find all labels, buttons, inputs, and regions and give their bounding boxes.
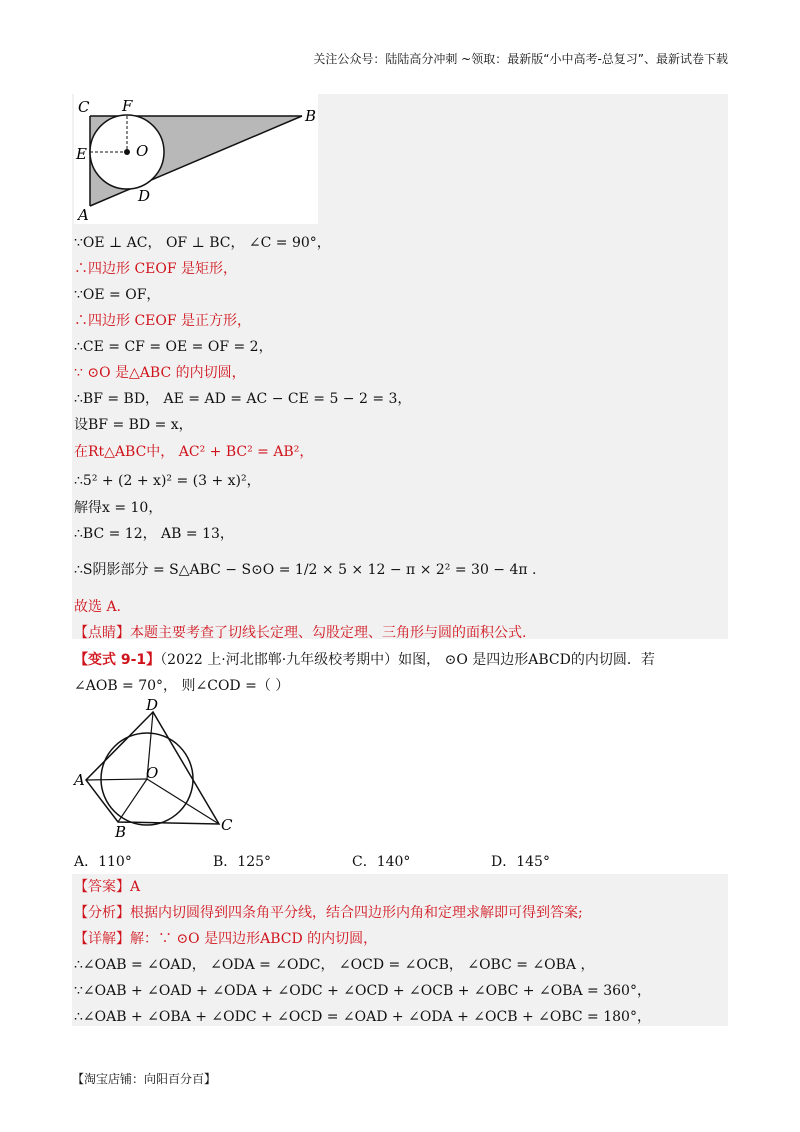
answer-background: [72, 874, 728, 1026]
solution-line-4: ∴四边形 CEOF 是正方形，: [74, 313, 252, 329]
label-b: B: [115, 823, 127, 841]
label-f: F: [122, 97, 133, 115]
choice-d[interactable]: D．145°: [491, 854, 550, 870]
choice-a[interactable]: A．110°: [74, 854, 132, 870]
answer-line-1: 【答案】A: [74, 879, 141, 895]
solution-line-3: ∵OE = OF，: [74, 287, 161, 303]
solution-line-6: ∵ ⊙O 是△ABC 的内切圆，: [74, 365, 246, 381]
solution-line-15: 【点睛】本题主要考查了切线长定理、勾股定理、三角形与圆的面积公式.: [74, 625, 527, 641]
label-c: C: [78, 98, 90, 116]
solution-line-1: ∵OE ⊥ AC， OF ⊥ BC， ∠C = 90°，: [74, 235, 331, 251]
solution-line-12: ∴BC = 12， AB = 13，: [74, 526, 234, 542]
answer-line-6: ∴∠OAB + ∠OBA + ∠ODC + ∠OCD = ∠OAD + ∠ODA + ∠OCB + ∠OBC = 180°，: [74, 1009, 651, 1025]
label-d: D: [138, 187, 151, 205]
problem-line-2: ∠AOB = 70°， 则∠COD =（ ）: [74, 678, 290, 694]
page-footer: 【淘宝店铺：向阳百分百】: [72, 1072, 217, 1086]
solution-line-5: ∴CE = CF = OE = OF = 2，: [74, 339, 273, 355]
answer-line-2: 【分析】根据内切圆得到四条角平分线，结合四边形内角和定理求解即可得到答案;: [74, 905, 583, 921]
solution-line-14: 故选 A.: [74, 599, 122, 615]
label-a: A: [78, 206, 89, 224]
segment-oc: [147, 779, 219, 824]
problem-text-1: （2022 上·河北邯郸·九年级校考期中）如图， ⊙O 是四边形ABCD的内切圆．若: [160, 652, 655, 668]
answer-line-5: ∵∠OAB + ∠OAD + ∠ODA + ∠ODC + ∠OCD + ∠OCB + ∠OBC + ∠OBA = 360°，: [74, 983, 651, 999]
segment-oa: [86, 779, 147, 780]
label-o: O: [136, 142, 149, 160]
label-d: D: [146, 696, 159, 714]
label-c: C: [221, 816, 233, 834]
solution-line-9: 在Rt△ABC中， AC² + BC² = AB²，: [74, 444, 314, 460]
segment-ob: [118, 779, 147, 822]
solution-line-7: ∴BF = BD， AE = AD = AC − CE = 5 − 2 = 3，: [74, 391, 412, 407]
solution-line-2: ∴四边形 CEOF 是矩形，: [74, 261, 238, 277]
solution-line-13: ∴S阴影部分 = S△ABC − S⊙O = 1/2 × 5 × 12 − π × 2² = 30 − 4π .: [74, 562, 537, 578]
choice-c[interactable]: C．140°: [352, 854, 411, 870]
solution-line-11: 解得x = 10，: [74, 500, 163, 516]
center-point: [124, 149, 130, 155]
label-o: O: [146, 764, 159, 782]
choice-b[interactable]: B．125°: [213, 854, 272, 870]
figure-triangle-incircle: [74, 94, 318, 224]
answer-line-3: 【详解】解：∵ ⊙O 是四边形ABCD 的内切圆，: [74, 931, 378, 947]
problem-line-1: [74, 651, 655, 669]
label-a: A: [74, 771, 85, 789]
label-b: B: [305, 107, 317, 125]
figure-quadrilateral-incircle: [72, 696, 252, 841]
problem-tag: 【变式 9-1】: [74, 652, 161, 668]
solution-line-10: ∴5² + (2 + x)² = (3 + x)²，: [74, 473, 261, 489]
label-e: E: [76, 145, 87, 163]
answer-line-4: ∴∠OAB = ∠OAD， ∠ODA = ∠ODC， ∠OCD = ∠OCB， ∠OBC = ∠OBA ，: [74, 957, 595, 973]
solution-line-8: 设BF = BD = x，: [74, 417, 193, 433]
page-header: 关注公众号：陆陆高分冲刺 ~领取：最新版“小中高考-总复习”、最新试卷下载: [313, 52, 728, 66]
